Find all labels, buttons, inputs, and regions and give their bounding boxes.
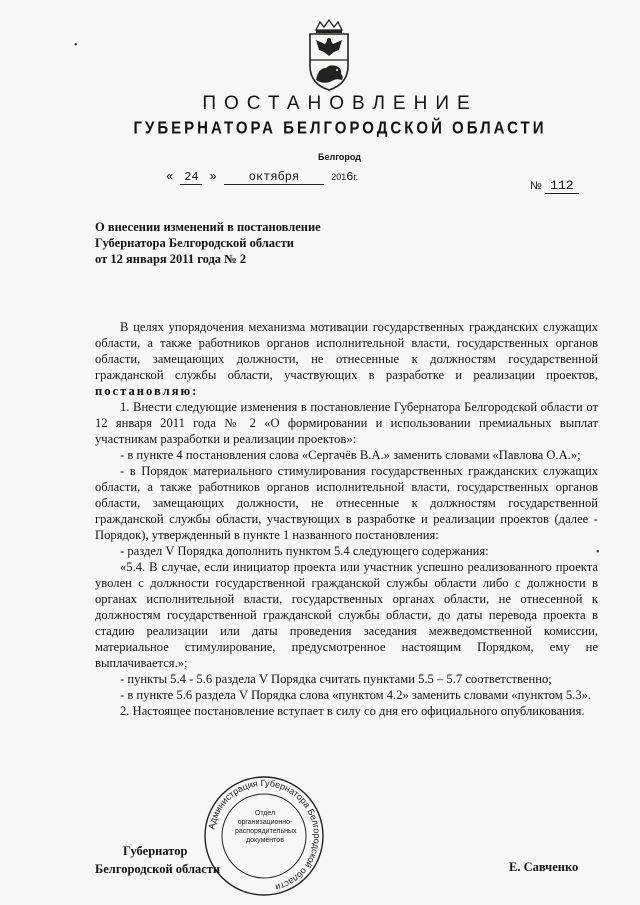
number-label: № bbox=[530, 180, 542, 192]
date-open-quote: « bbox=[166, 170, 174, 184]
date-day: 24 bbox=[180, 170, 202, 185]
date-year-prefix: 201 bbox=[331, 172, 347, 182]
position-line: Губернатор bbox=[123, 844, 188, 858]
body-paragraph: - пункты 5.4 - 5.6 раздела V Порядка считать пунктами 5.5 – 5.7 соответственно; bbox=[120, 672, 552, 686]
coat-of-arms-icon bbox=[296, 18, 362, 92]
body-paragraph: 2. Настоящее постановление вступает в силу со дня его официального опубликования. bbox=[120, 704, 585, 718]
signatory-name: Е. Савченко bbox=[509, 860, 579, 874]
subject-line: Губернатора Белгородской области bbox=[95, 236, 294, 250]
position-line: Белгородской области bbox=[95, 862, 221, 876]
body-paragraph: 1. Внести следующие изменения в постановление Губернатора Белгородской области от 12 января 2011 года № 2 «О формировании и использовании премиальных выплат участникам разработки и реализации проектов»: bbox=[95, 400, 598, 446]
document-body bbox=[95, 319, 598, 719]
issuer-title: ГУБЕРНАТОРА БЕЛГОРОДСКОЙ ОБЛАСТИ bbox=[133, 118, 547, 139]
city-label: Белгород bbox=[318, 152, 361, 162]
document-type-title: ПОСТАНОВЛЕНИЕ bbox=[202, 93, 478, 114]
body-paragraph bbox=[95, 319, 598, 399]
date-year-digit: 6 bbox=[346, 170, 354, 184]
subject-line: от 12 января 2011 года № 2 bbox=[95, 252, 247, 266]
preamble-text: В целях упорядочения механизма мотивации государственных гражданских служащих области, а также работников органов исполнительной власти, государственных органов области, замещающих должности, не отнесенные к должностям государственной гражданской службы области, участвующих в разработке и реализации проектов, bbox=[95, 320, 598, 382]
document-date bbox=[166, 170, 358, 185]
stamp-line: Отдел bbox=[254, 810, 276, 817]
decree-word: постановляю: bbox=[95, 384, 199, 398]
body-paragraph: - раздел V Порядка дополнить пунктом 5.4 следующего содержания: bbox=[120, 544, 489, 558]
stamp-center-text bbox=[235, 809, 295, 845]
date-year-suffix: г. bbox=[353, 172, 359, 182]
date-close-quote: » bbox=[209, 170, 217, 184]
scan-speck: • bbox=[74, 40, 78, 51]
stamp-line: документов bbox=[246, 837, 284, 844]
stamp-ring-text: Администрация Губернатора Белгородской области bbox=[206, 777, 323, 893]
body-paragraph: - в пункте 5.6 раздела V Порядка слова «пунктом 4.2» заменить словами «пунктом 5.3». bbox=[120, 688, 592, 702]
signatory-position bbox=[95, 842, 220, 878]
stamp-line: распорядительных bbox=[235, 828, 297, 835]
stamp-line: организационно- bbox=[237, 819, 293, 826]
date-month: октября bbox=[224, 170, 324, 185]
number-value: 112 bbox=[545, 178, 579, 194]
document-number bbox=[530, 178, 579, 194]
body-paragraph: «5.4. В случае, если инициатор проекта или участник успешно реализованного проекта уволен с должности государственной гражданской службы области либо с должности в органах исполнительной власти, государственных органах области, не отнесенной к должностям государственной гражданской службы области, до даты перевода проекта в стадию реализации или даты проведения заседания межведомственной комиссии, материальное стимулирование, предусмотренное настоящим Порядком, ему не выплачивается.»; bbox=[95, 560, 598, 670]
document-subject bbox=[95, 219, 395, 267]
scan-speck: • bbox=[596, 547, 600, 558]
subject-line: О внесении изменений в постановление bbox=[95, 220, 321, 234]
body-paragraph: - в пункте 4 постановления слова «Сергачёв В.А.» заменить словами «Павлова О.А.»; bbox=[120, 448, 581, 462]
body-paragraph: - в Порядок материального стимулирования государственных гражданских служащих области, а также работников органов исполнительной власти, государственных органов области, замещающих должности, не отнесенные к должностям государственной гражданской службы области, участвующих в разработке и реализации проектов (далее - Порядок), утвержденный в пункте 1 названного постановления: bbox=[95, 464, 598, 542]
